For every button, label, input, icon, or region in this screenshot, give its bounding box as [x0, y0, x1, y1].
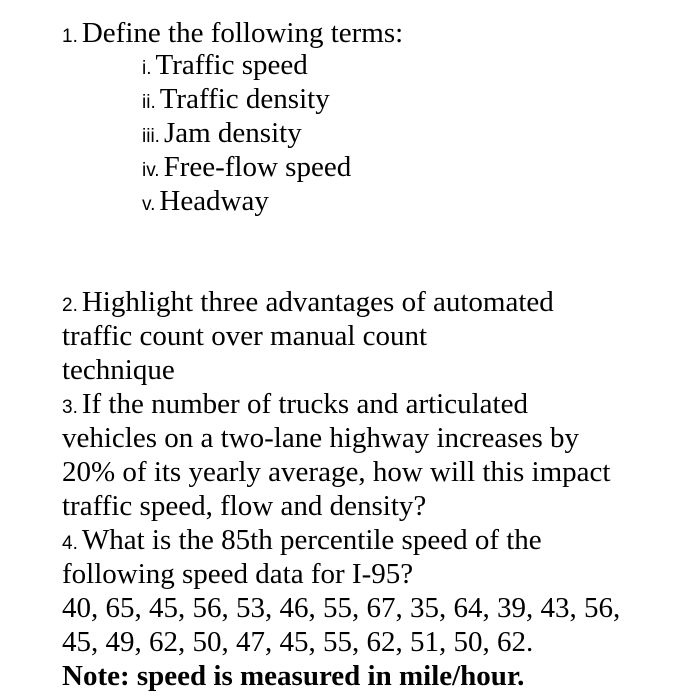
term-item [142, 82, 330, 120]
question-number: 1. [62, 26, 78, 47]
question-2 [62, 285, 554, 323]
question-3 [62, 387, 528, 425]
term-item [142, 150, 351, 188]
term-text: Headway [159, 185, 269, 217]
speed-data-line: 45, 49, 62, 50, 47, 45, 55, 62, 51, 50, 62. [62, 626, 534, 658]
question-text-line: technique [62, 354, 175, 386]
term-number: ii. [142, 92, 156, 113]
question-text-line: vehicles on a two-lane highway increases by [62, 422, 579, 454]
speed-data-line: 40, 65, 45, 56, 53, 46, 55, 67, 35, 64, 39, 43, 56, [62, 592, 621, 624]
question-4 [62, 523, 542, 561]
question-text-line: following speed data for I-95? [62, 558, 414, 590]
term-item [142, 48, 308, 86]
question-text-line: 20% of its yearly average, how will this impact [62, 456, 611, 488]
question-number: 3. [62, 397, 78, 418]
term-number: v. [142, 194, 156, 215]
term-text: Jam density [163, 117, 302, 149]
question-text: Highlight three advantages of automated [81, 286, 554, 318]
question-text-line: traffic count over manual count [62, 320, 428, 352]
term-number: iv. [142, 160, 160, 181]
term-number: i. [142, 58, 152, 79]
term-number: iii. [142, 126, 160, 147]
question-number: 4. [62, 533, 78, 554]
term-item [142, 116, 302, 154]
term-text: Traffic density [159, 83, 330, 115]
question-text: Define the following terms: [81, 17, 404, 49]
term-text: Free-flow speed [163, 151, 352, 183]
question-text: If the number of trucks and articulated [81, 388, 528, 420]
question-number: 2. [62, 295, 78, 316]
question-text-line: traffic speed, flow and density? [62, 490, 427, 522]
units-note: Note: speed is measured in mile/hour. [62, 660, 525, 692]
question-text: What is the 85th percentile speed of the [81, 524, 542, 556]
term-text: Traffic speed [155, 49, 308, 81]
term-item [142, 184, 269, 222]
